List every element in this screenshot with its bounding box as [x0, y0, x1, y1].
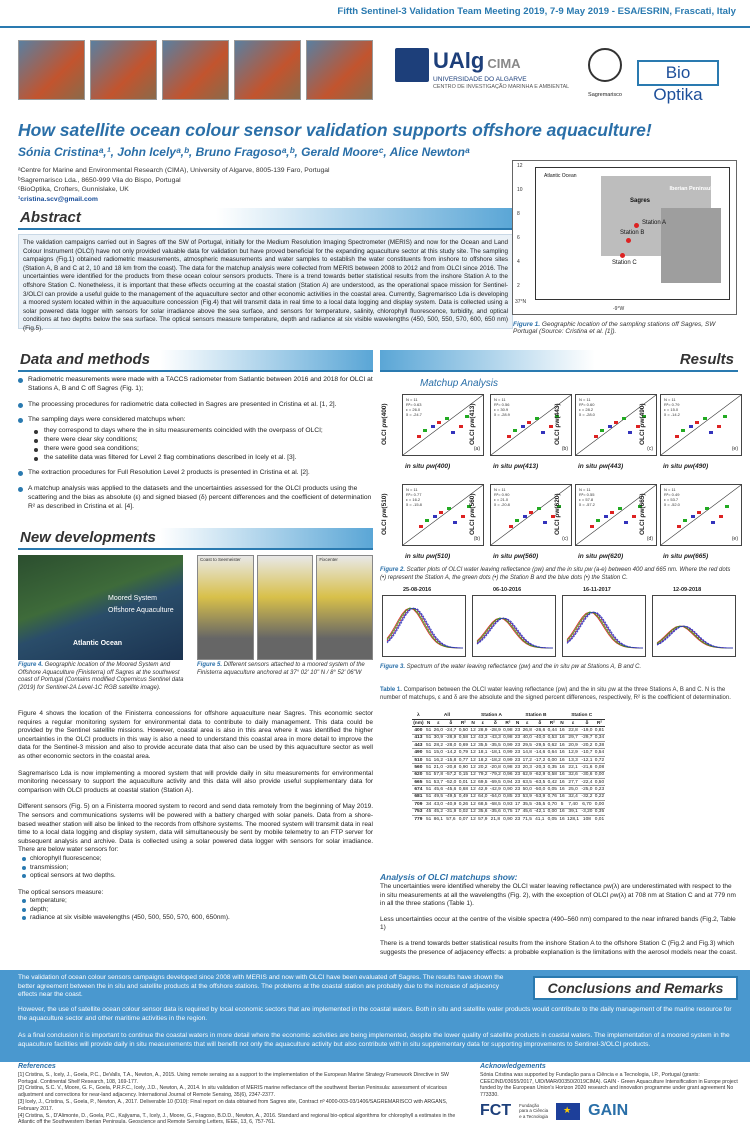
scatter-point [541, 431, 545, 434]
section-header-results: Results [380, 350, 738, 372]
references: References [1] Cristina, S., Icely, J., Goela, P.C., DeValls, T.A., Newton, A., 2015. Using remote sensing as a support to the implementation of the European Marine Strategy Framework Directive in SW Portugal. Continental Shelf Research, 108, 169-177. [2] Cristina, S.C. V., Moore, G. F., Goela, P.R.F.C., Icely, J.D., Newton, A., 2014. In situ validation of MERIS marine reflectance off the southwest Iberian Peninsula: assessment of vicarious adjustment and corrections for near-land adjacency. International Journal of Remote Sensing, 35(6), 2347-2377. [3] Icely, J., Cristina, S., Goela, P., Newton, A., 2017. Deliverable 10 (D10): Final report on data obtained from Sagres site, Contract nº 4000-003-03/1406/SAGREMARISCO with ARGANS, February 2017. [4] Cristina, S., D'Alimonte, D., Goela, P.C., Kajiyama, T., Icely, J., Moore, G., Fragoso, B.D.D., Newton, A., 2016. Standard and regional bio-optical algorithms for chlorophyll a estimates in the Atlantic off the Southwestern Iberian Peninsula. Geoscience and Remote Sensing Letters, IEEE, 13, 6, 757-761. [18, 1063, 456, 1126]
station-marker [634, 223, 639, 228]
scatter-point [628, 431, 632, 434]
new-developments-text: Figure 4 shows the location of the Finisterra concessions for offshore aquaculture near Sagres. This economic sector requires a regular monitoring system for environmental data to contribute to daily management. This data could be provided by the Sentinel satellite missions. However, coastal area is also in this area where it was identified the higher uncertainties in the OLCI products in this way is also a need to understand this coastal area in more detail to improve the data for the Sentinel-3 mission and also to provide accurate data that also can be used by this aquaculture sector as well as other economic sectors in the coastal area. Sagremarisco Lda is now implementing a moored system that will provide daily in situ measurements for environmental monitoring necessary to support the aquaculture activity and this data will also provide useful supplementary data for comparison with OLCI products at coastal station (Station A). Different sensors (Fig. 5) on a Finisterra moored system to record and send data remotely from the beginning of May 2019. The sensors and communications systems will be powered with a battery charged with solar panels. Data from a shore-based weather station will also be linked to the records from offshore systems. The moored system will transmit data in real time to a local data logging and display system, data will simultaneously be sent by mobile telemetry to an FTP server for subsequent analysis and archive. Data is collected using a solar powered data logger with sensors for solar irradiance. There are below water sensors for: chlorophyll fluorescence; transmission; optical sensors at two depths. The optical sensors measure: temperature; depth; radiance at six visible wavelengths (450, 500, 550, 570, 600, 650nm). [18, 710, 373, 922]
list-item: there were clear sky conditions; [34, 436, 373, 445]
list-item: radiance at six visible wavelengths (450, 500, 550, 570, 600, 650nm). [22, 914, 373, 923]
biooptika-logo: Bio Optika [637, 60, 719, 86]
analysis-text: The uncertainties were identified whereby the OLCI water leaving reflectance ρw(λ) are underestimated with respect to the in situ measurements at all the wavelengths (Fig. 2), with the exception of OLCI ρw(λ) at 708 nm at Station C and at 779 nm in all the three stations (Table 1). Less uncertainties occur at the centre of the visible spectra (490–560 nm) compared to the near infrared bands (Fig.2, Table 1) There is a trend towards better statistical results from the inshore Station A to the offshore Station C (Fig.2 and Fig.3) which suggests the presence of adjacency effects: a probable explanation is the limitations with the aerosol models near the coast. [380, 883, 737, 956]
contact-email[interactable]: ¹cristina.scv@gmail.com [18, 195, 98, 203]
scatter-point [509, 525, 513, 528]
fct-logo: FCT [480, 1102, 512, 1119]
axis-label: in situ ρw(400) [405, 463, 451, 470]
sagremarisco-logo: Sagremarisco [585, 48, 625, 103]
scatter-point [705, 507, 709, 510]
table-row: 674 51 45,6 -45,6 0,68 12 42,9 -42,9 0,90 23 50,0 -50,0 0,05 16 25,0 -25,0 0,23 [412, 786, 605, 793]
list-item: they correspond to days where the in situ measurements coincided with the overpass of OLCI; [34, 427, 373, 436]
scatter-point [677, 525, 681, 528]
scatter-stats: N = 11 R²= 0.77 ε = 16.2 δ = -15.8 [406, 487, 422, 507]
spectrum-plot [472, 587, 556, 657]
scatter-point [594, 435, 598, 438]
list-item: depth; [22, 906, 373, 915]
list-item: The processing procedures for radiometric data collected in Sagres are presented in Cristina et al. [1, 2]. [18, 401, 373, 410]
scatter-point [618, 507, 622, 510]
scatter-point [507, 435, 511, 438]
figure5-sensor-photos [197, 555, 373, 660]
abstract-text: The validation campaigns carried out in Sagres off the SW of Portugal, initially for the Medium Resolution Imaging Spectrometer (MERIS) and now for the Ocean and Land Colour Instrument (OLCI) have not only provided valuable data for validation but have proved beneficial for the expanding aquaculture sector at this study site. The sampling campaigns (Fig.1) obtained radiometric measurements, atmospheric measurements and water samples to establish the water constituents from inshore to offshore sites (Station A, B and C at 2, 10 and 18 km from the coast). The data for the matchup analysis were collected from MERIS between 2008 to 2012 and from OLCI since 2016. The uncertainties were identified for the products from these ocean colour sensors products. There is a trend towards better statistical results from the inshore Station A to the offshore Station C. Nonetheless, it is important that these effects occurring at the coastal station (Station A) are understood, as the operational space mission for Sentinel-3/OLCI can provide a useful guide to the management of the aquaculture sector and other economic activities in the coastal area. Currently, Sagremarisco Lda is developing a moored system located within in the aquaculture concession (Fig.4) that will transmit data in real time to a local data logging and display system. Data is collected using a solar powered data logger with sensors for solar irradiance above the sea surface, and sensors for temperature, salinity, chlorophyll fluorescence, turbidity, and optical conditions at two depths below the sea surface. The optical sensors measure temperature, depth and radiance at six visible wavelengths (450, 500, 550, 570, 600, 650 nm) (Fig.5). [18, 234, 513, 329]
axis-label: OLCI ρw(490) [639, 403, 646, 445]
scatter-point [711, 521, 715, 524]
fct-subtitle: Fundação para a Ciência e a Tecnologia [519, 1102, 549, 1119]
spectrum-date: 06-10-2016 [493, 587, 522, 593]
table-row: 490 51 15,0 -14,2 0,79 12 18,1 -18,1 0,99 23 14,8 -14,6 0,64 16 12,9 -10,7 0,54 [412, 749, 605, 756]
scatter-point [433, 515, 437, 518]
matchup-statistics-table: λ All Station A Station B Station C (nm) N ε δ R² N ε δ R² N ε δ R² N ε δ R² 400 51 26,0 -24,7 0,50 12 28,9 -28,9 0,98 23 26,8 -26,6 0,44 16 22,8 -19,0 0,81 413 51 30,9 -28,9 0,58 12 43,3 -43,3 0,98 23 40,0 -40,0 0,53 16 29,7 -29,7 0,34 443 51 28,2 -28,0 0,69 12 35,5 -35,5 0,99 23 29,5 -29,5 0,62 16 20,9 -20,2 0,38 490 51 15,0 -14,2 0,79 12 18,1 -18,1 0,99 23 14,8 -14,6 0,64 16 12,9 -10,7 0,54 510 51 16,2 -15,8 0,77 12 18,2 -18,2 0,99 23 17,2 -17,2 0,00 16 13,3 -12,1 0,72 560 51 21,0 -20,8 0,90 12 20,2 -20,8 0,98 23 20,3 -20,3 0,35 16 22,1 -21,6 0,08 620 51 57,8 -57,2 0,15 12 79,2 -79,2 0,96 23 62,9 -62,9 0,58 16 32,6 -30,6 0,00 665 51 53,7 -52,0 0,01 12 69,5 -69,5 0,94 23 63,5 -63,5 0,42 16 27,7 -22,4 0,50 674 51 45,6 -45,6 0,68 12 42,9 -42,9 0,90 23 50,0 -50,0 0,05 16 25,0 -25,0 0,23 681 51 49,5 -49,5 0,49 12 64,0 -64,0 0,85 23 53,9 -53,9 0,76 16 32,4 -32,2 0,22 709 34 43,0 -40,9 0,26 12 68,5 -68,5 0,93 17 35,5 -35,5 0,70 5 7,40 6,70 0,00 753 45 45,2 -31,9 0,02 12 35,6 -35,6 0,75 17 45,6 -42,1 0,00 16 39,1 -3,20 0,35 779 51 86,1 57,6 0,07 12 57,9 21,8 0,90 23 71,5 41,1 0,05 16 128,1 108 0,01 [413, 712, 605, 822]
axis-label: OLCI ρw(413) [469, 403, 476, 445]
scatter-point [695, 421, 699, 424]
panel-tag: (b) [473, 536, 480, 542]
table-row: 443 51 28,2 -28,0 0,69 12 35,5 -35,5 0,99 23 29,5 -29,5 0,62 16 20,9 -20,2 0,38 [412, 742, 605, 749]
scatter-point [527, 421, 531, 424]
ualg-mark-icon [395, 48, 429, 82]
scatter-point [523, 515, 527, 518]
map-land [661, 208, 721, 283]
field-photo [162, 40, 229, 100]
scatter-point [543, 521, 547, 524]
section-header-conclusions: Conclusions and Remarks [533, 976, 738, 1000]
panel-tag: (d) [646, 536, 653, 542]
axis-label: in situ ρw(413) [493, 463, 539, 470]
scatter-point [675, 435, 679, 438]
scatter-point [431, 425, 435, 428]
scatter-point [439, 511, 443, 514]
scatter-point [521, 425, 525, 428]
table-row: 709 34 43,0 -40,9 0,26 12 68,5 -68,5 0,93 17 35,5 -35,5 0,70 5 7,40 6,70 0,00 [412, 801, 605, 808]
spectrum-date: 12-09-2018 [673, 587, 702, 593]
axis-label: in situ ρw(665) [663, 553, 709, 560]
sensor-photo [257, 555, 314, 660]
spectrum-date: 25-08-2016 [403, 587, 432, 593]
section-header-data-methods: Data and methods [18, 350, 373, 372]
scatter-stats: N = 11 R²= 0.63 ε = 26.0 δ = -24.7 [406, 397, 422, 417]
field-photo [18, 40, 85, 100]
ualg-logo: UAlg CIMA UNIVERSIDADE DO ALGARVE CENTRO DE INVESTIGAÇÃO MARINHA E AMBIENTAL [395, 48, 605, 103]
scatter-point [608, 425, 612, 428]
scatter-point [453, 521, 457, 524]
axis-label: in situ ρw(620) [578, 553, 624, 560]
figure5-caption: Figure 5. Different sensors attached to a moored system of the Finisterra aquaculture anchored at 37° 02' 10" N / 8° 52' 06"W [197, 662, 365, 676]
scatter-point [513, 429, 517, 432]
poster-title: How satellite ocean colour sensor validation supports offshore aquaculture! [18, 120, 652, 140]
spectrum-date: 16-11-2017 [583, 587, 611, 593]
panel-tag: (c) [562, 536, 568, 542]
acknowledgements: Acknowledgements Sónia Cristina was supported by Fundação para a Ciência e a Tecnologia, I.P., Portugal (grants: CEECIND/03655/2017, UID/MAR/00350/2019CIMA). GAIN - Green Aquaculture Intensification in Europe project funded by the European Union's Horizon 2020 research and innovation programme under grant agreement No 773330. [480, 1063, 738, 1099]
affiliations: ᵃCentre for Marine and Environmental Research (CIMA), University of Algarve, 8005-139 Faro, Portugal ᵇSagremarisco Lda., 8650-999 Vila do Bispo, Portugal ᶜBioOptika, Crofters, Gunnislake, UK ¹cristina.scv@gmail.com [18, 166, 488, 204]
list-item: temperature; [22, 897, 373, 906]
list-item: optical sensors at two depths. [22, 872, 373, 881]
sensor-photo: Fixcenter [316, 555, 373, 660]
table-row: 560 51 21,0 -20,8 0,90 12 20,2 -20,8 0,98 23 20,3 -20,3 0,35 16 22,1 -21,6 0,08 [412, 764, 605, 771]
station-marker [620, 253, 625, 258]
scatter-stats: N = 11 R²= 0.60 ε = 28.2 δ = -28.0 [579, 397, 595, 417]
spectrum-plot [562, 587, 646, 657]
section-header-abstract: Abstract [18, 208, 513, 230]
list-item: A matchup analysis was applied to the datasets and the uncertainties assessed for the OLCI products using the scattering and the bias as absolute (ε) and signed biased (δ) percent differences and the coefficient of determination R² as described in Cristina et al. [4]. [18, 485, 373, 511]
axis-label: in situ ρw(443) [578, 463, 624, 470]
gain-logo: GAIN [588, 1102, 629, 1119]
author-list: Sónia Cristinaᵃ,¹, John Icelyᵃ,ᵇ, Bruno Fragosoᵃ,ᵇ, Gerald Mooreᶜ, Alice Newtonᵃ [18, 145, 470, 159]
scatter-point [691, 515, 695, 518]
scatter-point [535, 417, 539, 420]
scatter-point [425, 519, 429, 522]
conference-header: Fifth Sentinel-3 Validation Team Meeting 2019, 7-9 May 2019 - ESA/ESRIN, Frascati, Italy [337, 6, 736, 17]
scatter-point [610, 511, 614, 514]
scatter-point [689, 425, 693, 428]
axis-label: OLCI ρw(400) [381, 403, 388, 445]
sensor-photo: Coast to Seemeister [197, 555, 254, 660]
scatter-point [549, 425, 553, 428]
axis-label: OLCI ρw(665) [639, 493, 646, 535]
anchor-icon [588, 48, 622, 82]
axis-label: OLCI ρw(510) [381, 493, 388, 535]
figure4-caption: Figure 4. Geographic location of the Moored System and Offshore Aquaculture (Finisterra) off Sagres at the southwest coast of Portugal (Contains modified Copernicus Sentinel data (2019) for Sentinel-2A Level-1C RGB satellite image). [18, 662, 184, 691]
methods-list [18, 376, 373, 519]
scatter-point [590, 525, 594, 528]
scatter-point [437, 421, 441, 424]
figure1-caption: Figure 1. Geographic location of the sampling stations off Sagres, SW Portugal (Source: Cristina et al. [1]). [513, 321, 716, 335]
scatter-stats: N = 11 R²= 0.56 ε = 30.9 δ = -28.9 [494, 397, 510, 417]
scatter-point [624, 521, 628, 524]
scatter-plot [639, 484, 742, 560]
list-item: the satellite data was filtered for Level 2 flag combinations described in Icely et al. [3]. [34, 454, 373, 463]
panel-tag: (c) [647, 446, 653, 452]
table-row: 400 51 26,0 -24,7 0,50 12 28,9 -28,9 0,98 23 26,8 -26,6 0,44 16 22,8 -19,0 0,81 [412, 727, 605, 734]
scatter-point [529, 511, 533, 514]
scatter-point [445, 417, 449, 420]
list-item: transmission; [22, 864, 373, 873]
scatter-point [604, 515, 608, 518]
scatter-stats: N = 11 R²= 0.55 ε = 57.8 δ = -57.2 [579, 487, 595, 507]
scatter-point [725, 505, 729, 508]
scatter-point [723, 415, 727, 418]
axis-label: OLCI ρw(560) [469, 493, 476, 535]
scatter-point [423, 429, 427, 432]
field-photo [234, 40, 301, 100]
table-row: 753 45 45,2 -31,9 0,02 12 35,6 -35,6 0,75 17 45,6 -42,1 0,00 16 39,1 -3,20 0,35 [412, 808, 605, 815]
figure2-caption: Figure 2. Scatter plots of OLCI water leaving reflectance (ρw) and the in situ ρw (a-e) between 400 and 665 nm. Where the red dots (•) represent the Station A, the green dots (•) the Station B and the blue dots (•) the Station C. [380, 567, 731, 581]
panel-tag: (a) [473, 446, 480, 452]
axis-label: in situ ρw(510) [405, 553, 451, 560]
scatter-point [632, 515, 636, 518]
eu-flag-icon: ★ [556, 1103, 580, 1120]
section-header-new-developments: New developments [18, 528, 373, 550]
scatter-point [537, 507, 541, 510]
table-row: 779 51 86,1 57,6 0,07 12 57,9 21,8 0,90 23 71,5 41,1 0,05 16 128,1 108 0,01 [412, 815, 605, 822]
table-row: 413 51 30,9 -28,9 0,58 12 43,3 -43,3 0,98 23 40,0 -40,0 0,53 16 29,7 -29,7 0,34 [412, 734, 605, 741]
scatter-point [709, 431, 713, 434]
scatter-point [515, 519, 519, 522]
scatter-stats: N = 11 R²= 0.79 ε = 15.0 δ = -14.2 [664, 397, 680, 417]
list-item: chlorophyll fluorescence; [22, 855, 373, 864]
axis-label: in situ ρw(490) [663, 463, 709, 470]
figure4-satellite-image: Moored System Offshore Aquaculture Atlantic Ocean [18, 555, 183, 660]
conclusions-band: Conclusions and Remarks The validation of ocean colour sensors campaigns developed since 2008 with MERIS and now with OLCI have been evaluated off Sagres. The results have shown the better agreement between the in situ and satellite products at the offshore stations. The problems at the coastal station are probably due to the increase of adjacency effects near the coast. However, the use of satellite ocean colour sensor data is required by local economic sectors that are implemented in the coastal waters. Both in situ and satellite water products would contribute to the daily management of the marine resource for the aquaculture sector and other maritime activities in the region. As a final conclusion it is important to continue the coastal waters in more detail where the economic activities are being implemented, despite the lower quality of satellite products in coastal waters. The implementation of a moored system in the aquaculture facilities will provide daily in situ measurements that will benefit not only the aquaculture activity but also contribute with in situ supplementary data for supporting improvements to Sentinel-3/OLCI products. [0, 970, 750, 1062]
scatter-point [717, 425, 721, 428]
scatter-point [683, 519, 687, 522]
scatter-point [719, 515, 723, 518]
panel-tag: (e) [731, 536, 738, 542]
scatter-point [622, 417, 626, 420]
table-row: 665 51 53,7 -52,0 0,01 12 69,5 -69,5 0,94 23 63,5 -63,5 0,42 16 27,7 -22,4 0,50 [412, 779, 605, 786]
scatter-point [681, 429, 685, 432]
station-marker [626, 238, 631, 243]
analysis-title: Analysis of OLCI matchups show: [380, 872, 518, 882]
table-row: 510 51 16,2 -15,8 0,77 12 18,2 -18,2 0,99 23 17,2 -17,2 0,00 16 13,3 -12,1 0,72 [412, 756, 605, 763]
scatter-point [461, 515, 465, 518]
table-row: 620 51 57,8 -57,2 0,15 12 79,2 -79,2 0,96 23 62,9 -62,9 0,58 16 32,6 -30,6 0,00 [412, 771, 605, 778]
field-photo [306, 40, 373, 100]
table1-caption: Table 1. Comparison between the OLCI water leaving reflectance (ρw) and the in situ ρw at the three Stations A, B and C. N is the number of matchups, ε and δ are the absolute and the signed percent differences, respectively, R² is the coefficient of determination. [380, 687, 731, 701]
figure3-caption: Figure 3. Spectrum of the water leaving reflectance (ρw) and the in situ ρw at Stations A, B and C. [380, 664, 642, 670]
scatter-point [459, 425, 463, 428]
spectrum-plot [652, 587, 736, 657]
scatter-point [417, 435, 421, 438]
scatter-point [703, 417, 707, 420]
table-row: 681 51 49,5 -49,5 0,49 12 64,0 -64,0 0,85 23 53,9 -53,9 0,76 16 32,4 -32,2 0,22 [412, 793, 605, 800]
field-photo [90, 40, 157, 100]
photo-strip [18, 40, 373, 100]
scatter-point [600, 429, 604, 432]
funder-logos [480, 1097, 740, 1125]
panel-tag: (e) [731, 446, 738, 452]
spectrum-plot [382, 587, 466, 657]
axis-label: OLCI ρw(620) [554, 493, 561, 535]
panel-tag: (b) [561, 446, 568, 452]
scatter-point [447, 507, 451, 510]
scatter-point [419, 525, 423, 528]
scatter-plot [639, 394, 742, 470]
list-item: Radiometric measurements were made with a TACCS radiometer from Satlantic between 2016 and 2018 for OLCI at Stations A, B and C off Sagres (Fig. 1); [18, 376, 373, 394]
scatter-stats: N = 11 R²= 0.90 ε = 21.0 δ = -20.8 [494, 487, 510, 507]
figure1-map: Sagres Station A Station B Station C Atlantic Ocean Iberian Peninsula 12 10 8 6 4 2 37°N -9°W Figure 1. Geographic location of the sampling stations off Sagres, SW Portugal (Source: Cristina et al. [1]). [512, 160, 737, 315]
scatter-point [614, 421, 618, 424]
matchup-title: Matchup Analysis [420, 378, 498, 389]
scatter-point [697, 511, 701, 514]
list-item: The sampling days were considered matchups when: they correspond to days where the in situ measurements coincided with the overpass of OLCI; there were clear sky conditions; there were good sea conditions; the satellite data was filtered for Level 2 flag combinations described in Icely et al. [3]. [18, 416, 373, 462]
axis-label: OLCI ρw(443) [554, 403, 561, 445]
list-item: The extraction procedures for Full Resolution Level 2 products is presented in Cristina et al. [2]. [18, 469, 373, 478]
scatter-point [451, 431, 455, 434]
axis-label: in situ ρw(560) [493, 553, 539, 560]
list-item: there were good sea conditions; [34, 445, 373, 454]
scatter-point [596, 519, 600, 522]
scatter-stats: N = 11 R²= 0.49 ε = 53.7 δ = -52.0 [664, 487, 680, 507]
